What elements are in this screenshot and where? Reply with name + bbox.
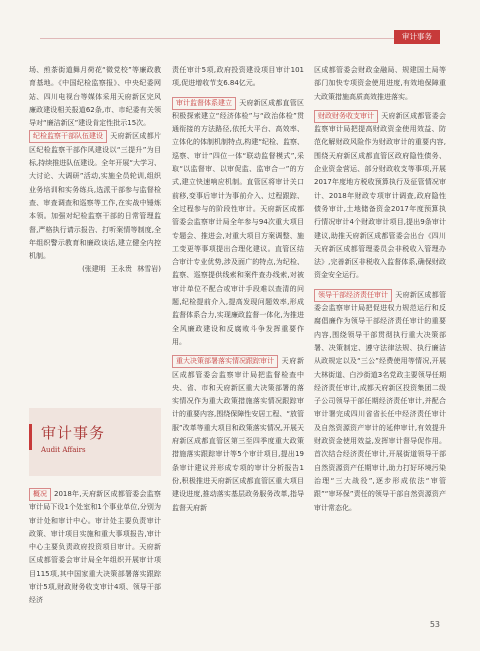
author-signature: (张建明 王永贵 林雪岩)	[82, 265, 161, 274]
section-paragraph	[29, 488, 161, 608]
banner-title: 审计事务	[41, 424, 106, 442]
section-body: 天府新区成都管委会监察审计局把促进权力规范运行和反腐倡廉作为领导干部经济责任审计的重要内容,围绕领导干部贯彻执行重大决策部署、决策制定、遵守法律法规、执行廉洁从政规定以及“三公”经费使用等情况,开展大林街道、白沙街道3名党政主要领导任期经济责任审计,成都天府新区投资集团二级子公司领导干部任期经济责任审计,并配合审计署完成四川省省长任中经济责任审计及自然资源资产审计的延伸审计,有效提升财政资金使用效益,发挥审计督导促作用。首次结合经济责任审计,开展街道领导干部自然资源资产任期审计,助力打好环境污染治理“三大战役”,逐步形成依法“审管跟”“审环保”责任的领导干部自然资源资产审计常态化。	[314, 290, 446, 512]
section-body: 天府新区成都片区纪检监察干部作风建设以“三提升”为目标,持续推进队伍建设。全年开展“大学习、大讨论、大调研”活动,实施全员轮训,组织业务培训和实务练兵,选派干部参与监督检查、审查调查和巡察等工作,在实战中锤炼本领。加强对纪检监察干部的日常管理监督,严格执行请示报告、打听案情等制度,全年组织警示教育和廉政谈话,建立健全内控机制。	[29, 132, 161, 261]
column-3	[314, 64, 446, 515]
section-body: 2018年,天府新区成都管委会监察审计局下设1个处室和1个事业单位,分别为审计处和审计中心。审计处主要负责审计政策、审计项目实施和重大事项报告,审计中心主要负责政府投资项目审计。天府新区成都管委会审计局全年组织开展审计项目115项,其中国家重大决策部署落实跟踪审计5项,财政财务收支审计4项、领导干部经济	[29, 490, 161, 605]
section-tag: 审计事务	[394, 30, 440, 44]
page-number: 53	[429, 620, 440, 629]
column-1-lower	[29, 488, 161, 608]
section-body: 天府新区成都管委会监察审计局把提高财政资金使用效益、防范化解财政风险作为财政审计的重要内容,围绕天府新区成都直管区政府隐性债务、企业资金营运、部分财政收支等事项,开展2017年度地方税收预算执行及征管情况审计、2018年财政专项审计调查,政府隐性债务审计,土地储备资金2017年度预算执行情况审计4个财政审计项目,提出9条审计建议,助推天府新区成都管委会出台《四川天府新区成都管理委员会非税收入管理办法》,完善新区非税收入监督体系,确保财政资金安全运行。	[314, 111, 446, 280]
column-2	[172, 64, 304, 515]
section-paragraph	[172, 97, 304, 350]
section-body: 天府新区成都管委会监察审计局把监督检查中央、省、市和天府新区重大决策部署的落实情况作为重大政策措施落实情况跟踪审计的重要内容,围绕保障性安居工程、“放管服”改革等重大项目和政策落实情况,开展天府新区成都直管区第三至四季度重大政策措施落实跟踪审计等5个审计项目,提出19条审计建议并形成专项的审计分析报告1份,积极推进天府新区成都直管区重大项目建设进度,推动落实基层政务服务改革,指导监督天府新	[172, 357, 304, 512]
section-heading: 审计监督体系建立	[172, 97, 236, 110]
paragraph: 区成都管委会财政金融局、规建国土局等部门加快专项资金使用进度,有效地保障重大政策措施高质高效推进落实。	[314, 66, 446, 101]
section-heading: 概况	[29, 488, 51, 501]
section-heading: 重大决策部署落实情况跟踪审计	[172, 355, 278, 368]
section-heading: 财政财务收支审计	[314, 110, 378, 123]
section-paragraph	[172, 355, 304, 515]
section-paragraph	[29, 130, 161, 263]
section-heading: 领导干部经济责任审计	[314, 289, 392, 302]
paragraph: 责任审计5项,政府投资建设项目审计101项,促进增收节支6.84亿元。	[172, 66, 304, 88]
accent-bar	[29, 424, 32, 450]
paragraph: 场、煎茶街道舞月荷花“微党校”等廉政教育基地。《中国纪检监察报》、中央纪委网站、四川电视台等媒体采用天府新区完风廉政建设相关报道62条,市、市纪委有关领导对“廉洁新区”建设肯定性批示15次。	[29, 66, 161, 128]
column-1	[29, 64, 161, 277]
header-rule	[40, 38, 440, 39]
section-paragraph	[314, 289, 446, 515]
section-heading: 纪检监察干部队伍建设	[29, 130, 107, 143]
audit-affairs-banner	[29, 408, 161, 476]
banner-subtitle: Audit Affairs	[41, 446, 86, 454]
section-body: 天府新区成都直管区积极探索建立“经济体检”与“政治体检”贯通衔接的方法路径,依托大平台、高效率、立体化的体制机制特点,构建“纪检、监察、巡察、审计”四位一体“联动监督模式”,采取“以监督审、以审促监、监审合一”的方式,建立快速响应机制。直管区将审计关口前移,变事后审计为事前介入、过程跟踪、全过程参与的阶段性审计。天府新区成都管委会监察审计局全年参与94次重大项目专题会、推进会,对重大项目方案调整、施工变更等事项提出合理化建议。直管区结合审计专业优势,涉及面广的特点,为纪检、监察、巡察提供线索和案件查办线索,对被审计单位不配合或审计手段难以查清的问题,纪检提前介入,提高发现问题效率,形成监督体系合力,实现廉政监督一体化,为推进全风廉政建设和反腐败斗争发挥重要作用。	[172, 98, 304, 346]
section-paragraph	[314, 110, 446, 283]
